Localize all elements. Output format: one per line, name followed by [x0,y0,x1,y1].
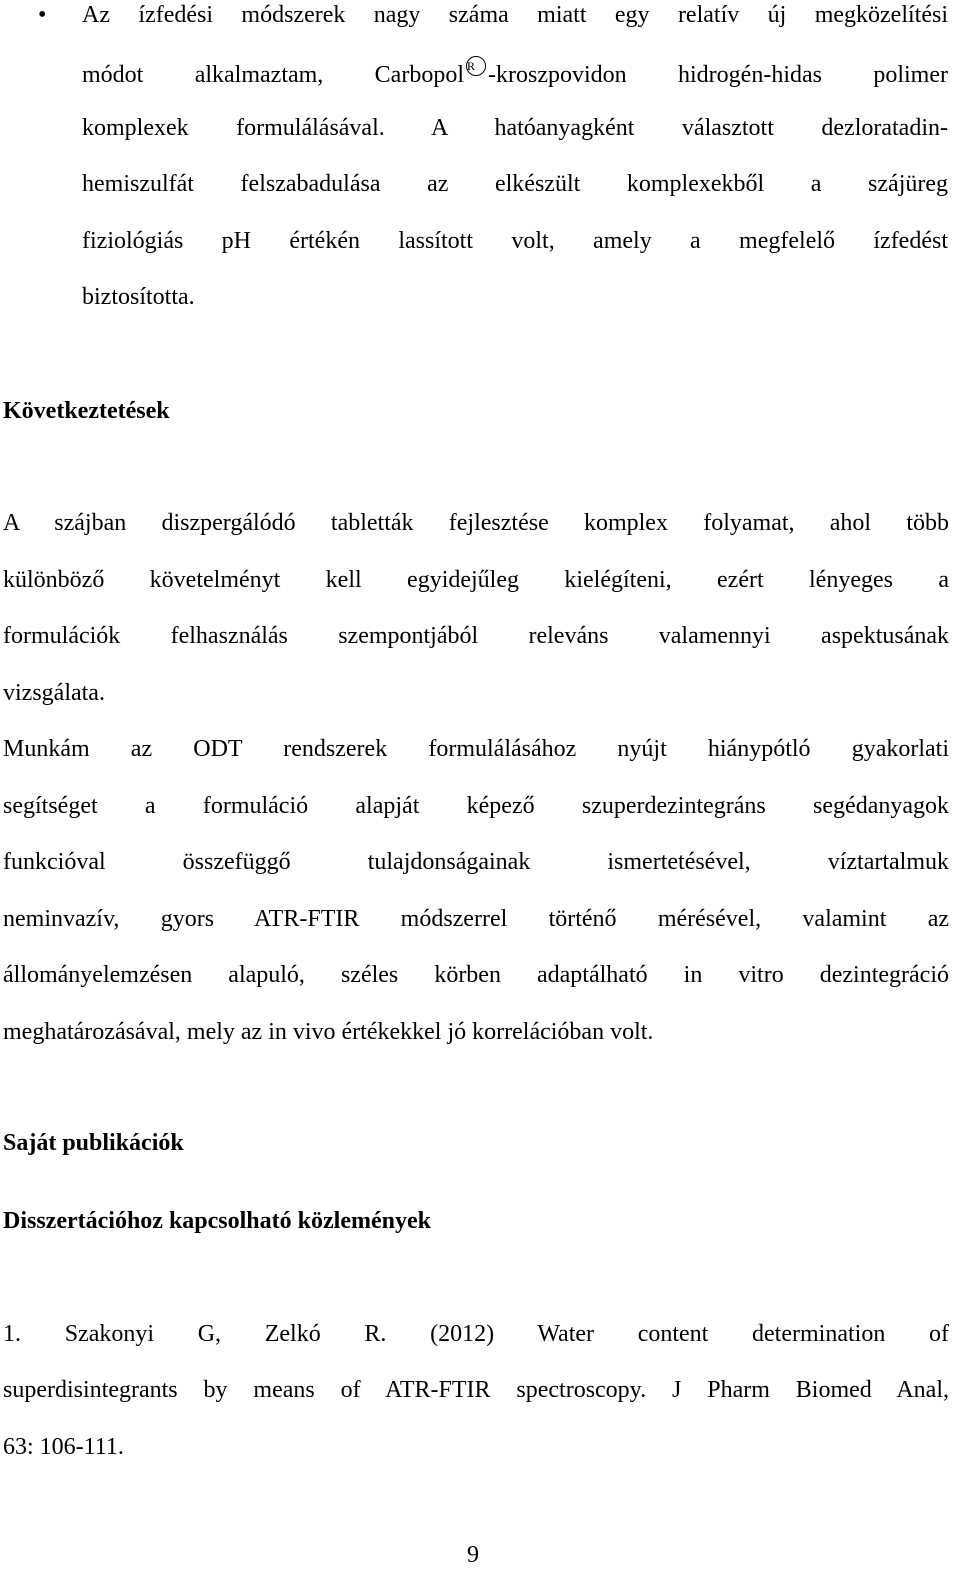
bullet-line-2 [82,56,948,90]
conclusions-heading: Következtetések [3,398,170,424]
bullet-line-3: komplexek formulálásával. A hatóanyagként választott dezloratadin- [82,115,948,141]
conclusions-para2-line-6: meghatározásával, mely az in vivo értékekkel jó korrelációban volt. [3,1019,654,1045]
conclusions-para1-line-4: vizsgálata. [3,680,105,706]
bullet-line-1: Az ízfedési módszerek nagy száma miatt egy relatív új megközelítési [82,2,948,28]
conclusions-para1-line-3: formulációk felhasználás szempontjából releváns valamennyi aspektusának [3,623,949,649]
conclusions-para1-line-2: különböző követelményt kell egyidejűleg kielégíteni, ezért lényeges a [3,567,949,593]
bullet-line-5: fiziológiás pH értékén lassított volt, amely a megfelelő ízfedést [82,228,948,254]
conclusions-para1-line-1: A szájban diszpergálódó tabletták fejlesztése komplex folyamat, ahol több [3,510,949,536]
kroszpovidon-text: -kroszpovidon hidrogén-hidas polimer [488,62,948,88]
conclusions-para2-line-2: segítséget a formuláció alapját képező szuperdezintegráns segédanyagok [3,793,949,819]
page-number: 9 [467,1542,479,1568]
conclusions-para2-line-1: Munkám az ODT rendszerek formulálásához nyújt hiánypótló gyakorlati [3,736,949,762]
reference-1-line-1: 1. Szakonyi G, Zelkó R. (2012) Water content determination of [3,1321,949,1347]
bullet-icon: • [38,2,47,28]
registered-mark-icon: R [466,56,486,76]
publications-heading: Saját publikációk [3,1130,184,1156]
conclusions-para2-line-3: funkcióval összefüggő tulajdonságainak ismertetésével, víztartalmuk [3,849,949,875]
bullet-line-4: hemiszulfát felszabadulása az elkészült komplexekből a szájüreg [82,171,948,197]
bullet-line-6: biztosította. [82,284,195,310]
reference-1-line-2: superdisintegrants by means of ATR-FTIR spectroscopy. J Pharm Biomed Anal, [3,1377,949,1403]
carbopol-text: módot alkalmaztam, Carbopol [82,62,464,88]
conclusions-para2-line-5: állományelemzésen alapuló, széles körben adaptálható in vitro dezintegráció [3,962,949,988]
reference-1-line-3: 63: 106-111. [3,1434,124,1460]
conclusions-para2-line-4: neminvazív, gyors ATR-FTIR módszerrel történő mérésével, valamint az [3,906,949,932]
publications-subheading: Disszertációhoz kapcsolható közlemények [3,1208,431,1234]
